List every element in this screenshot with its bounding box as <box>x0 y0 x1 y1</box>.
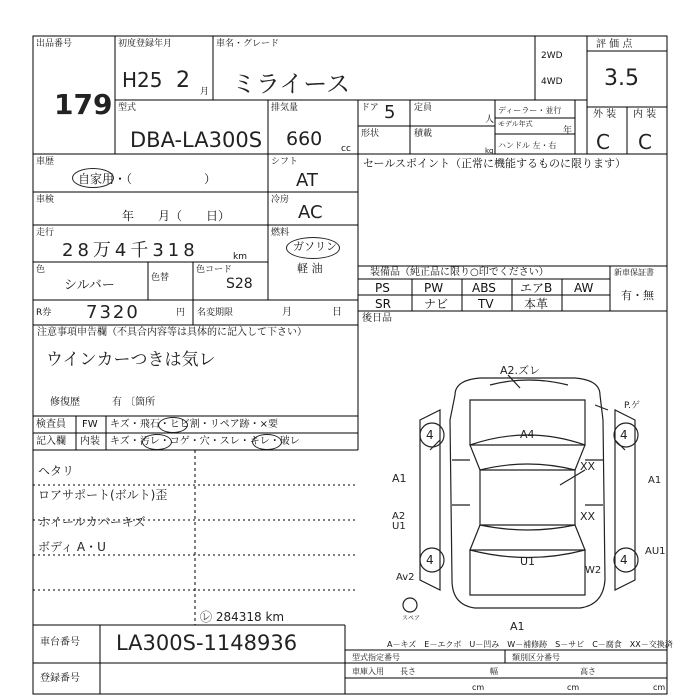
diagram-bottom: A1 <box>510 620 525 633</box>
length-label: 長さ <box>400 667 416 676</box>
color-value: シルバー <box>64 278 115 293</box>
comment-line-1: ヘタリ <box>38 464 75 478</box>
name-change-label: 名変期限 <box>197 308 234 318</box>
equip-ps: PS <box>375 281 390 295</box>
height-label: 高さ <box>580 667 596 676</box>
equip-tv: TV <box>478 297 494 311</box>
mileage-label: 走行 <box>36 228 55 238</box>
first-reg-label: 初度登録年月 <box>118 39 173 49</box>
spare-label: スペア <box>402 615 421 622</box>
equip-pw: PW <box>424 281 444 295</box>
equip-aw: AW <box>574 281 594 295</box>
mileage-value: 28万4千318 <box>62 240 199 261</box>
displacement-label: 排気量 <box>271 103 299 113</box>
model-label: 型式 <box>118 103 137 113</box>
equip-abs: ABS <box>472 281 496 295</box>
cm-unit-1: cm <box>472 683 485 692</box>
name-change-row: 月 日 <box>282 307 342 318</box>
fw-items: キズ・飛石・ヒビ割・リペア跡・×要 <box>110 419 278 430</box>
diagram-top: A2.ズレ <box>500 364 541 377</box>
interior-row-label: 内装 <box>80 436 100 447</box>
warranty-opts: 有・無 <box>621 289 654 302</box>
legend-line: A－キズ E－エクボ U－凹み W－補修跡 S－サビ C－腐食 XX－交換済 <box>387 640 673 649</box>
fuel-label: 燃料 <box>271 228 290 238</box>
diagram-tire-rl: 4 <box>426 553 434 567</box>
aircon-value: AC <box>298 202 323 223</box>
person-unit: 人 <box>485 115 495 125</box>
diagram-roof: A4 <box>520 428 535 441</box>
reg-year-value: H25 <box>122 68 163 92</box>
dealer-label: ディーラー・並行 <box>498 106 562 115</box>
recycle-value: 7320 <box>86 302 140 323</box>
diagram-left-rear: Av2 <box>396 572 415 583</box>
exterior-value: C <box>596 130 610 154</box>
diagram-tire-rr: 4 <box>620 553 628 567</box>
lot-no-label: 出品番号 <box>36 39 73 49</box>
new-warranty-label: 新車保証書 <box>614 268 654 277</box>
diagram-tire-fr: 4 <box>620 428 628 442</box>
color-code-label: 色コード <box>196 265 233 275</box>
repair-row: 有 〔箇所 <box>112 397 156 408</box>
diagram-mirror: P.ゲ <box>624 401 640 411</box>
cc-value: 660 <box>286 128 323 150</box>
history-opts: 自家用・（ ） <box>78 172 217 186</box>
color-code-value: S28 <box>226 276 253 292</box>
cm-unit-3: cm <box>653 683 666 692</box>
car-grade-label: 車名・グレード <box>216 39 280 49</box>
shift-label: シフト <box>271 157 299 167</box>
cm-unit-2: cm <box>567 683 580 692</box>
score-label: 評 価 点 <box>596 39 633 50</box>
wd2-label: 2WD <box>541 51 563 61</box>
interior-items: キズ・汚レ・コゲ・穴・スレ・キレ・破レ <box>110 436 300 447</box>
diagram-tire-fl: 4 <box>426 428 434 442</box>
equip-leather: 本革 <box>524 297 549 311</box>
car-name-value: ミライース <box>232 70 351 98</box>
color-label: 色 <box>36 265 46 275</box>
aircon-label: 冷房 <box>271 195 290 205</box>
kg-unit: kg <box>485 147 494 155</box>
diagram-right-rear-fender: AU1 <box>645 546 666 557</box>
width-label: 幅 <box>490 667 498 676</box>
diagram-right-rear: W2 <box>585 565 602 576</box>
diagram-right-mid: XX <box>580 510 596 523</box>
diagram-left-mid: A2 U1 <box>392 511 406 532</box>
month-unit: 月 <box>200 87 210 97</box>
attention-note: ウインカーつきは気レ <box>46 350 216 370</box>
score-value: 3.5 <box>604 66 639 91</box>
diagram-left-front: A1 <box>392 472 407 485</box>
diagram-right-front-fender: A1 <box>648 475 662 486</box>
ref-car-label: 車庫入用 <box>352 667 384 676</box>
model-value: DBA-LA300S <box>130 128 263 152</box>
equip-navi: ナビ <box>424 297 449 311</box>
chassis-value: LA300S-1148936 <box>116 631 298 655</box>
shift-value: AT <box>296 170 318 191</box>
exterior-label: 外 装 <box>593 109 617 120</box>
attention-label: 注意事項申告欄（不具合内容等は具体的に記入して下さい） <box>37 327 307 338</box>
color-change-label: 色替 <box>151 273 170 283</box>
comment-line-3: ホイールカバーキズ <box>38 515 146 529</box>
reg-no-label: 登録番号 <box>40 673 80 684</box>
door-label: ドア <box>361 103 379 113</box>
entry-label: 記入欄 <box>36 436 66 447</box>
wd4-label: 4WD <box>541 77 563 87</box>
yen-unit: 円 <box>176 308 186 318</box>
inspection-row: 年 月（ 日） <box>122 209 231 223</box>
model-year-label: モデル年式 <box>498 120 533 128</box>
km-unit: km <box>233 252 247 262</box>
sales-point-label: セールスポイント（正常に機能するものに限ります） <box>363 157 627 170</box>
equip-airbag: エアB <box>520 281 553 295</box>
interior-label: 内 装 <box>633 109 657 120</box>
capacity-label: 定員 <box>414 103 433 113</box>
shape-label: 形状 <box>361 129 380 139</box>
diagram-right-front: XX <box>580 460 596 473</box>
fuel-opt-diesel: 軽 油 <box>297 262 323 275</box>
year-unit: 年 <box>563 126 573 136</box>
comment-line-2: ロアサポート(ボルト)歪 <box>38 488 168 502</box>
handle-label: ハンドル 左・右 <box>498 141 557 150</box>
odometer-note: ㋹ 284318 km <box>200 610 285 624</box>
cc-unit: cc <box>341 144 351 154</box>
recycle-label: R券 <box>36 308 52 318</box>
fuel-opt-gasoline: ガソリン <box>293 240 337 253</box>
fw-label: FW <box>82 419 98 430</box>
comment-line-4: ボディ A・U <box>38 540 106 554</box>
history-label: 車歴 <box>36 157 55 167</box>
equip-sr: SR <box>375 297 391 311</box>
doors-value: 5 <box>384 102 396 123</box>
lot-no-value: 179 <box>54 88 113 121</box>
reg-month-value: 2 <box>176 68 190 93</box>
model-spec-label: 型式指定番号 <box>352 653 400 662</box>
interior-value: C <box>638 130 652 154</box>
retrofit-label: 後日品 <box>362 313 392 324</box>
load-label: 積載 <box>414 129 433 139</box>
equipment-label: 装備品（純正品に限り○印でください） <box>370 267 549 278</box>
chassis-label: 車台番号 <box>40 637 80 648</box>
inspector-label: 検査員 <box>36 419 66 430</box>
repair-label: 修復歴 <box>50 397 80 408</box>
class-no-label: 類別区分番号 <box>512 653 560 662</box>
diagram-rear-mid: U1 <box>520 555 536 568</box>
inspection-label: 車検 <box>36 195 55 205</box>
